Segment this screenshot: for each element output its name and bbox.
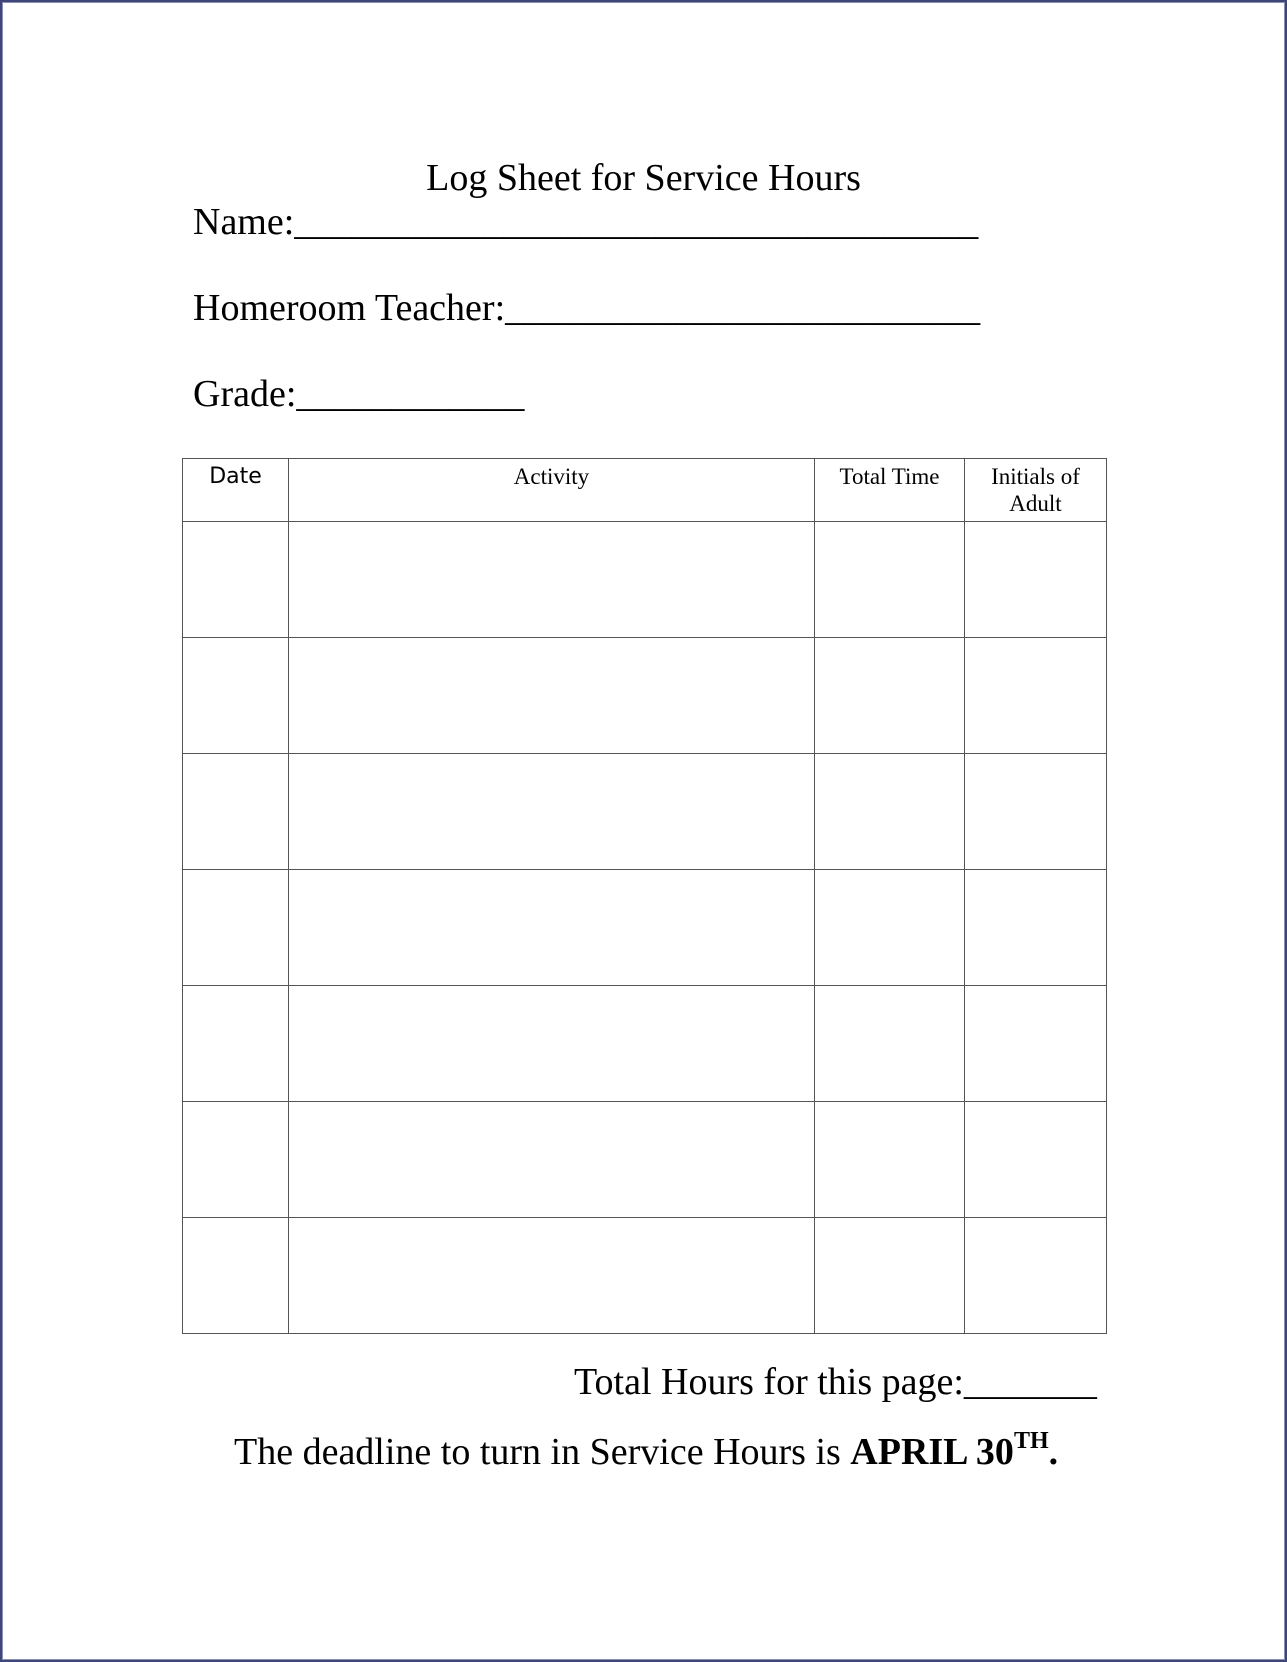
name-field[interactable]: Name:____________________________________: [193, 201, 979, 243]
initials-cell[interactable]: [965, 986, 1107, 1102]
header-initials-of-adult: Initials of Adult: [965, 459, 1107, 522]
activity-cell[interactable]: [289, 754, 815, 870]
date-cell[interactable]: [183, 754, 289, 870]
table-body: [183, 522, 1107, 1334]
activity-cell[interactable]: [289, 1218, 815, 1334]
deadline-notice: [234, 1430, 1058, 1474]
table-row: [183, 870, 1107, 986]
total-time-cell[interactable]: [815, 1218, 965, 1334]
grade-field[interactable]: Grade:____________: [193, 373, 525, 415]
date-cell[interactable]: [183, 1218, 289, 1334]
table-row: [183, 986, 1107, 1102]
service-log-table: [182, 458, 1107, 1334]
date-cell[interactable]: [183, 638, 289, 754]
initials-cell[interactable]: [965, 1102, 1107, 1218]
table-row: [183, 1102, 1107, 1218]
total-hours-field[interactable]: Total Hours for this page:_______: [574, 1361, 1097, 1403]
total-time-cell[interactable]: [815, 986, 965, 1102]
activity-cell[interactable]: [289, 638, 815, 754]
table-row: [183, 522, 1107, 638]
activity-cell[interactable]: [289, 522, 815, 638]
table-row: [183, 638, 1107, 754]
initials-cell[interactable]: [965, 870, 1107, 986]
table-row: [183, 1218, 1107, 1334]
header-date: Date: [183, 459, 289, 522]
deadline-period: .: [1048, 1431, 1059, 1473]
total-time-cell[interactable]: [815, 754, 965, 870]
activity-cell[interactable]: [289, 1102, 815, 1218]
deadline-prefix: The deadline to turn in Service Hours is: [234, 1431, 851, 1473]
total-time-cell[interactable]: [815, 1102, 965, 1218]
date-cell[interactable]: [183, 870, 289, 986]
header-activity: Activity: [289, 459, 815, 522]
total-time-cell[interactable]: [815, 638, 965, 754]
date-cell[interactable]: [183, 986, 289, 1102]
initials-cell[interactable]: [965, 754, 1107, 870]
homeroom-teacher-field[interactable]: Homeroom Teacher:_________________________: [193, 287, 981, 329]
table-row: [183, 754, 1107, 870]
date-cell[interactable]: [183, 522, 289, 638]
initials-cell[interactable]: [965, 1218, 1107, 1334]
total-time-cell[interactable]: [815, 870, 965, 986]
page-title: Log Sheet for Service Hours: [426, 157, 861, 199]
header-total-time: Total Time: [815, 459, 965, 522]
activity-cell[interactable]: [289, 986, 815, 1102]
initials-cell[interactable]: [965, 638, 1107, 754]
date-cell[interactable]: [183, 1102, 289, 1218]
deadline-date: APRIL 30TH.: [850, 1428, 1059, 1473]
deadline-ordinal: TH: [1013, 1428, 1049, 1454]
table-header-row: [183, 459, 1107, 522]
initials-cell[interactable]: [965, 522, 1107, 638]
total-time-cell[interactable]: [815, 522, 965, 638]
activity-cell[interactable]: [289, 870, 815, 986]
